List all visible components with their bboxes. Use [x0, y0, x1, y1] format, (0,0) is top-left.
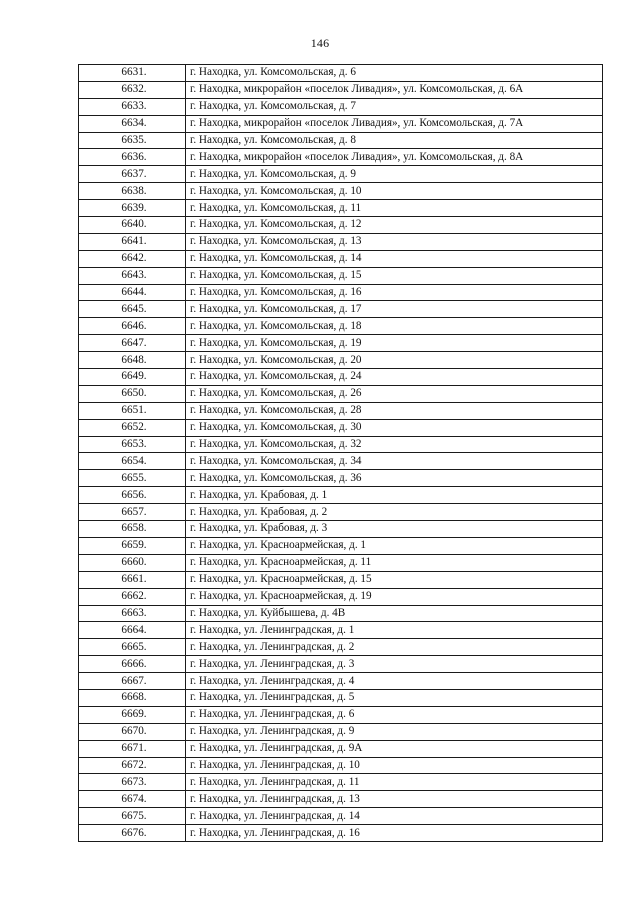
table-row — [79, 250, 603, 267]
row-number: 6644. — [79, 284, 186, 301]
row-number: 6634. — [79, 115, 186, 132]
row-address: г. Находка, ул. Комсомольская, д. 10 — [186, 183, 603, 200]
row-address: г. Находка, ул. Крабовая, д. 1 — [186, 487, 603, 504]
row-address: г. Находка, ул. Комсомольская, д. 24 — [186, 369, 603, 386]
table-row — [79, 369, 603, 386]
row-number: 6676. — [79, 825, 186, 842]
row-address: г. Находка, ул. Комсомольская, д. 15 — [186, 267, 603, 284]
table-row — [79, 233, 603, 250]
row-address: г. Находка, ул. Крабовая, д. 2 — [186, 504, 603, 521]
row-address: г. Находка, ул. Ленинградская, д. 6 — [186, 706, 603, 723]
table-row — [79, 808, 603, 825]
row-address: г. Находка, ул. Ленинградская, д. 11 — [186, 774, 603, 791]
row-number: 6650. — [79, 385, 186, 402]
table-row — [79, 402, 603, 419]
row-number: 6661. — [79, 571, 186, 588]
row-address: г. Находка, ул. Комсомольская, д. 9 — [186, 166, 603, 183]
row-number: 6648. — [79, 352, 186, 369]
table-row — [79, 757, 603, 774]
table-row — [79, 537, 603, 554]
row-number: 6672. — [79, 757, 186, 774]
table-row — [79, 791, 603, 808]
table-row — [79, 115, 603, 132]
row-number: 6643. — [79, 267, 186, 284]
row-number: 6631. — [79, 65, 186, 82]
row-number: 6657. — [79, 504, 186, 521]
table-row — [79, 385, 603, 402]
row-address: г. Находка, микрорайон «поселок Ливадия», ул. Комсомольская, д. 7А — [186, 115, 603, 132]
table-row — [79, 132, 603, 149]
row-address: г. Находка, ул. Ленинградская, д. 4 — [186, 673, 603, 690]
table-row — [79, 774, 603, 791]
row-address: г. Находка, ул. Комсомольская, д. 13 — [186, 233, 603, 250]
table-row — [79, 656, 603, 673]
table-row — [79, 605, 603, 622]
row-address: г. Находка, ул. Комсомольская, д. 7 — [186, 98, 603, 115]
row-address: г. Находка, ул. Красноармейская, д. 15 — [186, 571, 603, 588]
row-address: г. Находка, ул. Комсомольская, д. 26 — [186, 385, 603, 402]
row-address: г. Находка, ул. Комсомольская, д. 20 — [186, 352, 603, 369]
address-table-body — [79, 65, 603, 842]
table-row — [79, 335, 603, 352]
table-row — [79, 588, 603, 605]
page-number: 146 — [310, 36, 330, 50]
row-number: 6642. — [79, 250, 186, 267]
row-number: 6668. — [79, 689, 186, 706]
row-number: 6667. — [79, 673, 186, 690]
row-number: 6635. — [79, 132, 186, 149]
row-address: г. Находка, ул. Красноармейская, д. 11 — [186, 554, 603, 571]
row-address: г. Находка, ул. Крабовая, д. 3 — [186, 521, 603, 538]
row-address: г. Находка, ул. Ленинградская, д. 16 — [186, 825, 603, 842]
row-number: 6663. — [79, 605, 186, 622]
row-address: г. Находка, ул. Комсомольская, д. 12 — [186, 217, 603, 234]
row-address: г. Находка, ул. Ленинградская, д. 10 — [186, 757, 603, 774]
table-row — [79, 521, 603, 538]
row-number: 6669. — [79, 706, 186, 723]
table-row — [79, 723, 603, 740]
row-number: 6655. — [79, 470, 186, 487]
table-row — [79, 166, 603, 183]
table-row — [79, 81, 603, 98]
row-address: г. Находка, ул. Комсомольская, д. 14 — [186, 250, 603, 267]
row-number: 6662. — [79, 588, 186, 605]
row-address: г. Находка, ул. Комсомольская, д. 32 — [186, 436, 603, 453]
row-address: г. Находка, ул. Комсомольская, д. 36 — [186, 470, 603, 487]
table-row — [79, 470, 603, 487]
row-address: г. Находка, ул. Комсомольская, д. 18 — [186, 318, 603, 335]
row-number: 6654. — [79, 453, 186, 470]
row-address: г. Находка, ул. Красноармейская, д. 1 — [186, 537, 603, 554]
table-row — [79, 98, 603, 115]
row-address: г. Находка, ул. Ленинградская, д. 9 — [186, 723, 603, 740]
table-row — [79, 689, 603, 706]
row-address: г. Находка, ул. Комсомольская, д. 8 — [186, 132, 603, 149]
row-number: 6664. — [79, 622, 186, 639]
table-row — [79, 183, 603, 200]
table-row — [79, 571, 603, 588]
row-address: г. Находка, ул. Ленинградская, д. 1 — [186, 622, 603, 639]
table-row — [79, 301, 603, 318]
row-address: г. Находка, ул. Красноармейская, д. 19 — [186, 588, 603, 605]
table-row — [79, 284, 603, 301]
row-number: 6658. — [79, 521, 186, 538]
row-address: г. Находка, ул. Комсомольская, д. 30 — [186, 419, 603, 436]
row-number: 6633. — [79, 98, 186, 115]
row-number: 6675. — [79, 808, 186, 825]
row-address: г. Находка, ул. Ленинградская, д. 3 — [186, 656, 603, 673]
row-number: 6652. — [79, 419, 186, 436]
row-address: г. Находка, ул. Ленинградская, д. 14 — [186, 808, 603, 825]
row-address: г. Находка, микрорайон «поселок Ливадия», ул. Комсомольская, д. 6А — [186, 81, 603, 98]
row-number: 6673. — [79, 774, 186, 791]
row-number: 6660. — [79, 554, 186, 571]
table-row — [79, 419, 603, 436]
table-row — [79, 352, 603, 369]
row-number: 6637. — [79, 166, 186, 183]
row-address: г. Находка, ул. Комсомольская, д. 34 — [186, 453, 603, 470]
row-address: г. Находка, ул. Комсомольская, д. 17 — [186, 301, 603, 318]
table-row — [79, 436, 603, 453]
row-number: 6647. — [79, 335, 186, 352]
row-number: 6641. — [79, 233, 186, 250]
row-address: г. Находка, микрорайон «поселок Ливадия», ул. Комсомольская, д. 8А — [186, 149, 603, 166]
row-number: 6640. — [79, 217, 186, 234]
table-row — [79, 453, 603, 470]
table-row — [79, 504, 603, 521]
row-number: 6666. — [79, 656, 186, 673]
table-row — [79, 554, 603, 571]
table-row — [79, 673, 603, 690]
row-number: 6674. — [79, 791, 186, 808]
row-number: 6671. — [79, 740, 186, 757]
table-row — [79, 487, 603, 504]
row-number: 6656. — [79, 487, 186, 504]
row-address: г. Находка, ул. Комсомольская, д. 11 — [186, 200, 603, 217]
row-number: 6646. — [79, 318, 186, 335]
table-row — [79, 149, 603, 166]
row-number: 6632. — [79, 81, 186, 98]
row-address: г. Находка, ул. Ленинградская, д. 2 — [186, 639, 603, 656]
row-address: г. Находка, ул. Комсомольская, д. 28 — [186, 402, 603, 419]
row-address: г. Находка, ул. Комсомольская, д. 16 — [186, 284, 603, 301]
row-number: 6639. — [79, 200, 186, 217]
table-row — [79, 217, 603, 234]
row-number: 6653. — [79, 436, 186, 453]
row-number: 6636. — [79, 149, 186, 166]
row-number: 6651. — [79, 402, 186, 419]
row-number: 6638. — [79, 183, 186, 200]
row-number: 6645. — [79, 301, 186, 318]
table-row — [79, 825, 603, 842]
row-number: 6670. — [79, 723, 186, 740]
table-row — [79, 200, 603, 217]
row-number: 6665. — [79, 639, 186, 656]
row-number: 6649. — [79, 369, 186, 386]
row-address: г. Находка, ул. Комсомольская, д. 6 — [186, 65, 603, 82]
table-row — [79, 318, 603, 335]
row-address: г. Находка, ул. Ленинградская, д. 5 — [186, 689, 603, 706]
row-address: г. Находка, ул. Куйбышева, д. 4В — [186, 605, 603, 622]
table-row — [79, 639, 603, 656]
row-address: г. Находка, ул. Ленинградская, д. 9А — [186, 740, 603, 757]
row-address: г. Находка, ул. Ленинградская, д. 13 — [186, 791, 603, 808]
table-row — [79, 267, 603, 284]
row-number: 6659. — [79, 537, 186, 554]
address-table — [78, 64, 603, 842]
table-row — [79, 622, 603, 639]
row-address: г. Находка, ул. Комсомольская, д. 19 — [186, 335, 603, 352]
table-row — [79, 65, 603, 82]
table-row — [79, 706, 603, 723]
table-row — [79, 740, 603, 757]
